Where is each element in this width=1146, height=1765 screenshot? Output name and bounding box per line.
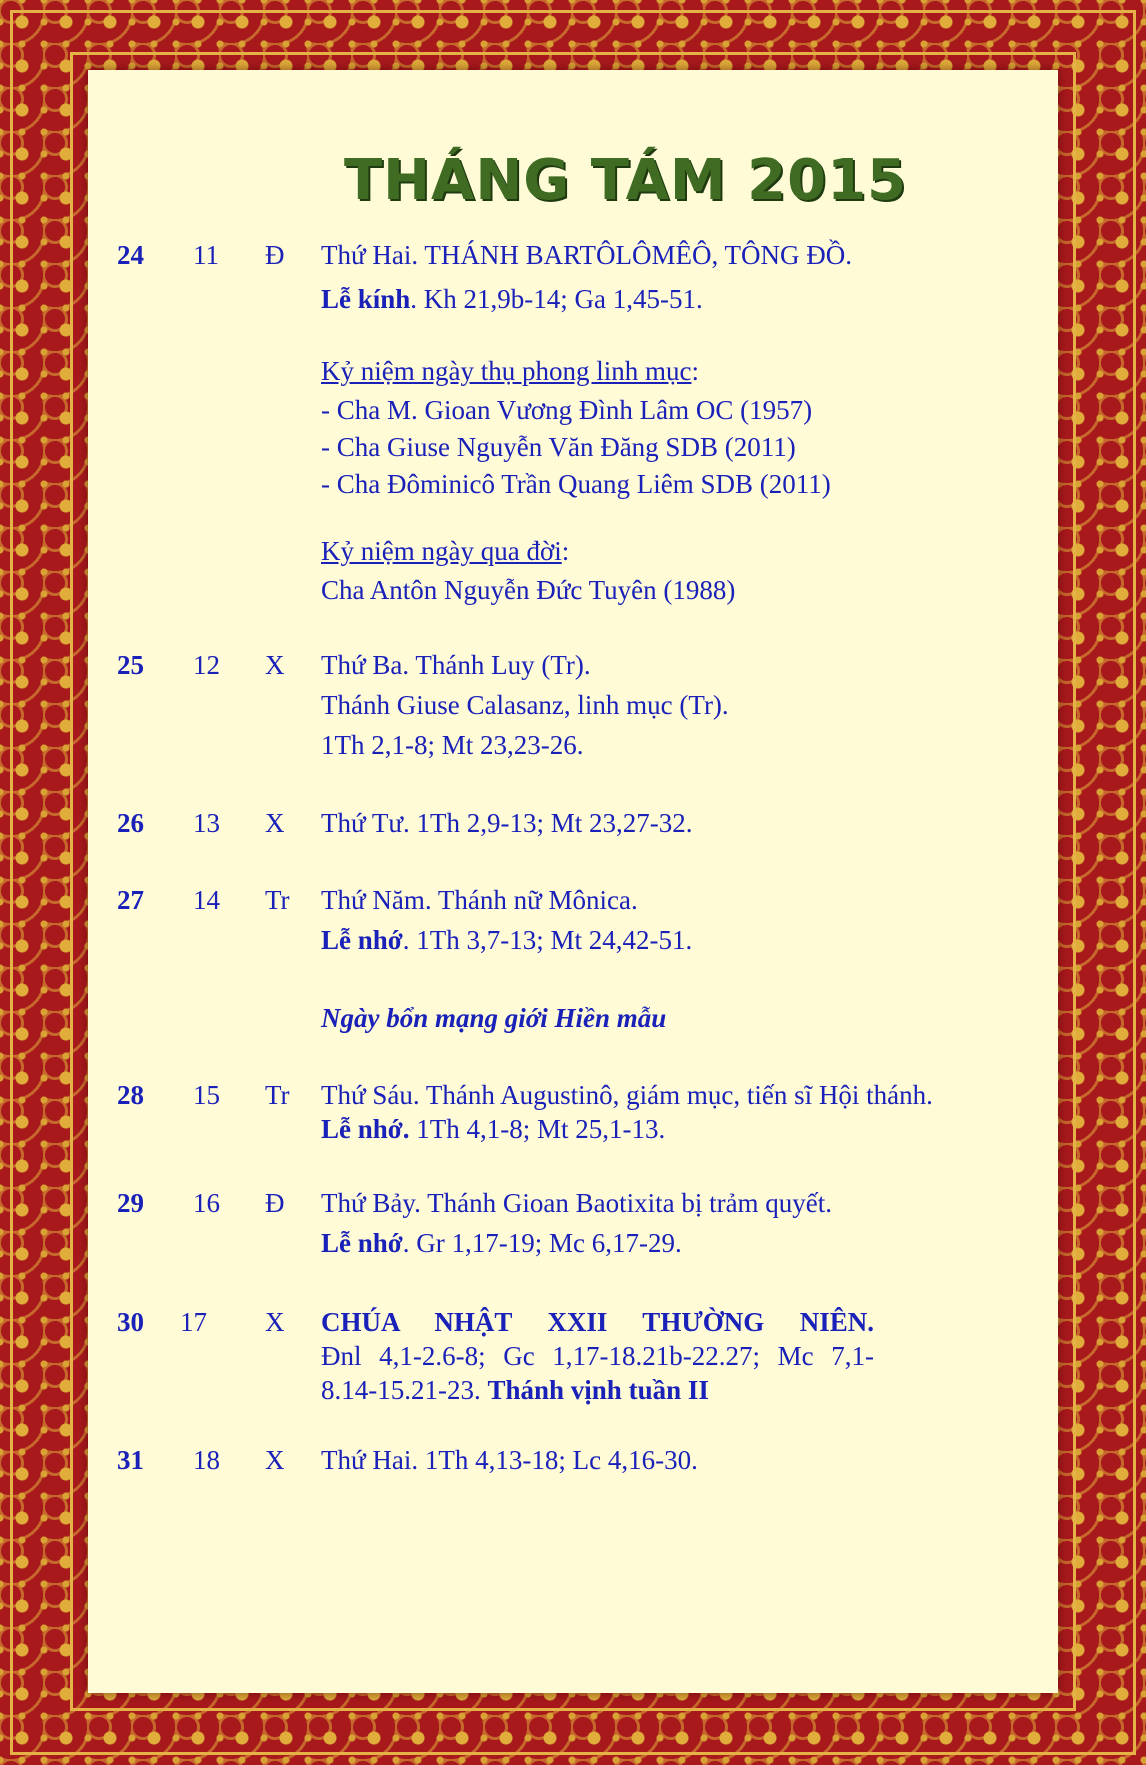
psalter-week: Thánh vịnh tuần II xyxy=(487,1375,709,1405)
entry-line: Đnl 4,1-2.6-8; Gc 1,17-18.21b-22.27; Mc 7,1- xyxy=(321,1341,874,1371)
page-title: THÁNG TÁM 2015 xyxy=(343,148,907,213)
entry-line: Thứ Hai. 1Th 4,13-18; Lc 4,16-30. xyxy=(321,1445,698,1475)
entry-line xyxy=(321,1114,665,1145)
entry-line: Thứ Năm. Thánh nữ Mônica. xyxy=(321,885,638,915)
readings: . Gr 1,17-19; Mc 6,17-29. xyxy=(402,1228,682,1258)
rank-label: Lễ nhớ. xyxy=(321,1114,410,1144)
liturgical-color: Đ xyxy=(265,240,285,270)
liturgical-color: Tr xyxy=(265,1080,290,1110)
entry-line xyxy=(321,925,692,956)
sunday-title: CHÚA NHẬT XXII THƯỜNG NIÊN. xyxy=(321,1307,874,1337)
entry-line: Thánh Giuse Calasanz, linh mục (Tr). xyxy=(321,690,729,720)
entry-line: Thứ Sáu. Thánh Augustinô, giám mục, tiến sĩ Hội thánh. xyxy=(321,1080,933,1110)
entry-line xyxy=(321,1228,682,1259)
day-number: 26 xyxy=(117,808,144,838)
day-number: 28 xyxy=(117,1080,144,1110)
ordination-item: - Cha Đôminicô Trần Quang Liêm SDB (2011) xyxy=(321,469,831,499)
lunar-day: 13 xyxy=(193,808,220,838)
liturgical-color: X xyxy=(265,650,285,680)
rank-label: Lễ nhớ xyxy=(321,1228,403,1258)
entry-line xyxy=(321,284,703,315)
rank-label: Lễ nhớ xyxy=(321,925,403,955)
day-number: 30 xyxy=(117,1307,144,1337)
feast-note: Ngày bổn mạng giới Hiền mẫu xyxy=(321,1003,667,1033)
lunar-day: 16 xyxy=(193,1188,220,1218)
death-heading: Kỷ niệm ngày qua đời: xyxy=(321,536,570,566)
liturgical-color: Đ xyxy=(265,1188,285,1218)
readings: 1Th 4,1-8; Mt 25,1-13. xyxy=(409,1114,666,1144)
readings: 8.14-15.21-23. xyxy=(321,1375,481,1405)
lunar-day: 12 xyxy=(193,650,220,680)
ordination-item: - Cha Giuse Nguyễn Văn Đăng SDB (2011) xyxy=(321,432,796,462)
lunar-day: 17 xyxy=(180,1307,207,1337)
lunar-day: 18 xyxy=(193,1445,220,1475)
readings: . 1Th 3,7-13; Mt 24,42-51. xyxy=(402,925,693,955)
lunar-day: 15 xyxy=(193,1080,220,1110)
liturgical-color: X xyxy=(265,808,285,838)
day-number: 27 xyxy=(117,885,144,915)
liturgical-color: X xyxy=(265,1445,285,1475)
lunar-day: 11 xyxy=(193,240,219,270)
day-number: 25 xyxy=(117,650,144,680)
entry-line: Thứ Hai. THÁNH BARTÔLÔMÊÔ, TÔNG ĐỒ. xyxy=(321,240,852,270)
day-number: 31 xyxy=(117,1445,144,1475)
liturgical-color: Tr xyxy=(265,885,290,915)
liturgical-color: X xyxy=(265,1307,285,1337)
readings: . Kh 21,9b-14; Ga 1,45-51. xyxy=(410,284,703,314)
entry-line: Thứ Bảy. Thánh Gioan Baotixita bị trảm quyết. xyxy=(321,1188,833,1218)
entry-line xyxy=(321,1375,709,1406)
entry-line: Thứ Ba. Thánh Luy (Tr). xyxy=(321,650,591,680)
death-item: Cha Antôn Nguyễn Đức Tuyên (1988) xyxy=(321,575,736,605)
ordination-heading: Kỷ niệm ngày thụ phong linh mục: xyxy=(321,356,699,386)
rank-label: Lễ kính xyxy=(321,284,411,314)
calendar-page xyxy=(88,70,1058,1693)
lunar-day: 14 xyxy=(193,885,220,915)
day-number: 29 xyxy=(117,1188,144,1218)
entry-line: Thứ Tư. 1Th 2,9-13; Mt 23,27-32. xyxy=(321,808,693,838)
ordination-item: - Cha M. Gioan Vương Đình Lâm OC (1957) xyxy=(321,395,813,425)
day-number: 24 xyxy=(117,240,144,270)
entry-line: 1Th 2,1-8; Mt 23,23-26. xyxy=(321,730,584,760)
